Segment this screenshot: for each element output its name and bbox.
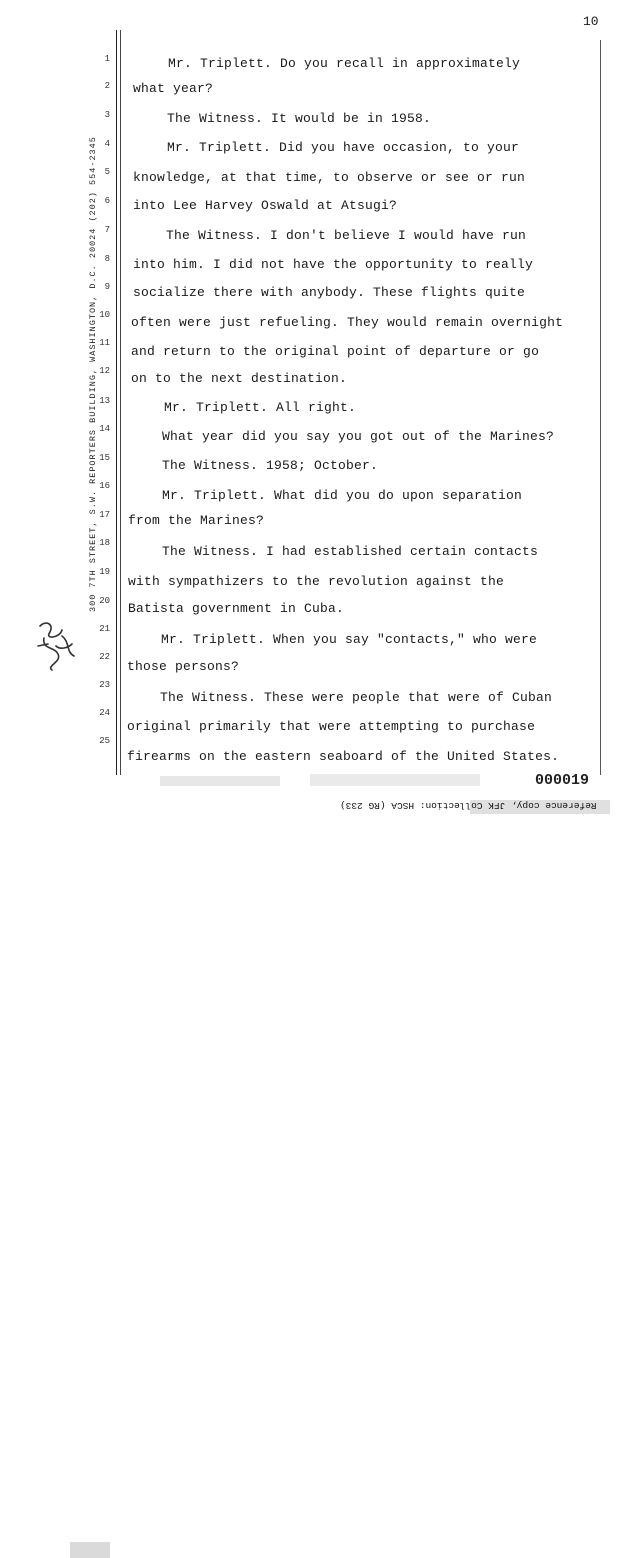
reference-copy-stamp: Reference copy, JFK Collection: HSCA (RG 233) (340, 800, 597, 811)
line-number: 4 (104, 139, 110, 149)
footer-band (70, 770, 610, 820)
scan-noise (160, 776, 280, 786)
line-number: 1 (104, 54, 110, 64)
line-number: 10 (99, 310, 110, 320)
transcript-line: on to the next destination. (131, 371, 348, 386)
transcript-line: and return to the original point of departure or go (131, 344, 540, 359)
left-margin-rule-inner (120, 30, 121, 775)
transcript-line: with sympathizers to the revolution against the (128, 574, 505, 589)
transcript-line: into Lee Harvey Oswald at Atsugi? (133, 198, 398, 213)
transcript-line: Mr. Triplett. Do you recall in approximately (168, 56, 521, 71)
transcript-line: socialize there with anybody. These flights quite (133, 285, 526, 300)
transcript-line: firearms on the eastern seaboard of the United States. (127, 749, 560, 764)
line-number: 20 (99, 596, 110, 606)
line-number: 14 (99, 424, 110, 434)
line-number: 22 (99, 652, 110, 662)
left-margin-rule (116, 30, 117, 775)
page-number: 10 (583, 14, 599, 29)
transcript-line: into him. I did not have the opportunity to really (133, 257, 534, 272)
transcript-line: The Witness. I don't believe I would have run (166, 228, 527, 243)
line-number: 7 (104, 225, 110, 235)
line-number: 16 (99, 481, 110, 491)
line-number: 12 (99, 366, 110, 376)
scan-noise (70, 1542, 110, 1558)
line-number: 3 (104, 110, 110, 120)
transcript-line: The Witness. These were people that were of Cuban (160, 690, 553, 705)
line-number: 13 (99, 396, 110, 406)
line-number: 18 (99, 538, 110, 548)
transcript-line: what year? (133, 81, 214, 96)
right-margin-rule (600, 40, 601, 775)
line-number: 23 (99, 680, 110, 690)
transcript-line: Mr. Triplett. When you say "contacts," who were (161, 632, 538, 647)
transcript-line: knowledge, at that time, to observe or see or run (133, 170, 526, 185)
line-number: 6 (104, 196, 110, 206)
transcript-line: Batista government in Cuba. (128, 601, 345, 616)
line-number: 8 (104, 254, 110, 264)
transcript-line: original primarily that were attempting to purchase (127, 719, 536, 734)
transcript-line: those persons? (127, 659, 240, 674)
transcript-line: The Witness. It would be in 1958. (167, 111, 432, 126)
line-number: 9 (104, 282, 110, 292)
document-id: 000019 (535, 772, 590, 789)
transcript-line: often were just refueling. They would remain overnight (131, 315, 564, 330)
reporter-address-stamp: 300 7TH STREET, S.W. REPORTERS BUILDING, WASHINGTON, D.C. 20024 (202) 554-2345 (88, 136, 98, 612)
line-number: 19 (99, 567, 110, 577)
line-number: 24 (99, 708, 110, 718)
line-number: 21 (99, 624, 110, 634)
line-number: 2 (104, 81, 110, 91)
transcript-line: from the Marines? (128, 513, 265, 528)
transcript-line: The Witness. I had established certain contacts (162, 544, 539, 559)
margin-scribble-icon (32, 616, 82, 674)
line-number: 11 (99, 338, 110, 348)
transcript-line: The Witness. 1958; October. (162, 458, 379, 473)
transcript-line: Mr. Triplett. All right. (164, 400, 357, 415)
line-number: 15 (99, 453, 110, 463)
line-number: 25 (99, 736, 110, 746)
transcript-line: Mr. Triplett. What did you do upon separation (162, 488, 523, 503)
scan-noise (310, 774, 480, 786)
line-number: 5 (104, 167, 110, 177)
transcript-line: What year did you say you got out of the Marines? (162, 429, 555, 444)
line-number: 17 (99, 510, 110, 520)
transcript-line: Mr. Triplett. Did you have occasion, to your (167, 140, 520, 155)
